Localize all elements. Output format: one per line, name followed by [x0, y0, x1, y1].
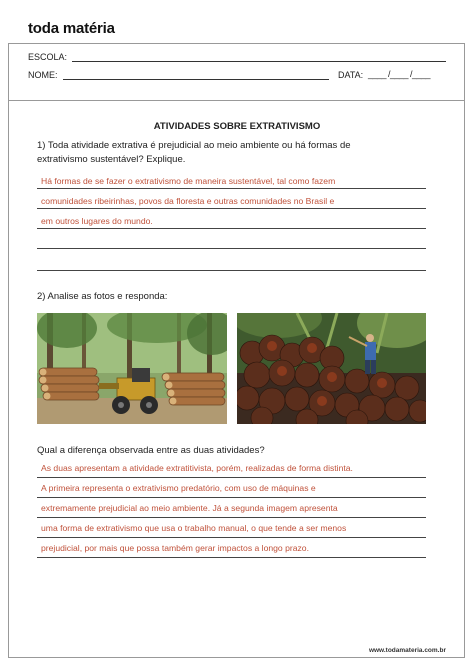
question-1-line-2: extrativismo sustentável? Explique.: [37, 154, 186, 165]
answer-2-line-5: prejudicial, por mais que possa também gerar impactos a longo prazo.: [41, 543, 309, 553]
logging-illustration: [37, 313, 227, 424]
palm-fruit-harvest-photo: [237, 313, 426, 424]
answer-line: [37, 270, 426, 271]
answer-2-line-1: As duas apresentam a atividade extratitivista, porém, realizadas de forma distinta.: [41, 463, 353, 473]
page-title: ATIVIDADES SOBRE EXTRATIVISMO: [153, 121, 321, 132]
answer-2-line-2: A primeira representa o extrativismo predatório, com uso de máquinas e: [41, 483, 316, 493]
question-1-line-1: 1) Toda atividade extrativa é prejudicial ao meio ambiente ou há formas de: [37, 140, 351, 151]
answer-1-line-2: comunidades ribeirinhas, povos da floresta e outras comunidades no Brasil e: [41, 196, 335, 206]
date-field[interactable]: ____ /____ /____: [368, 69, 431, 79]
answer-1-line-1: Há formas de se fazer o extrativismo de maneira sustentável, tal como fazem: [41, 176, 336, 186]
answer-2-line-4: uma forma de extrativismo que usa o trabalho manual, o que tende a ser menos: [41, 523, 347, 533]
answer-line: [37, 248, 426, 249]
name-field-line[interactable]: [63, 79, 329, 80]
answer-line: [37, 188, 426, 189]
answer-line: [37, 208, 426, 209]
answer-line: [37, 228, 426, 229]
palm-fruit-illustration: [237, 313, 426, 424]
footer-url[interactable]: www.todamateria.com.br: [368, 647, 446, 654]
answer-line: [37, 537, 426, 538]
answer-line: [37, 477, 426, 478]
school-field-line[interactable]: [72, 61, 446, 62]
question-2-text: Qual a diferença observada entre as duas atividades?: [37, 445, 265, 456]
answer-line: [37, 517, 426, 518]
question-2-prompt: 2) Analise as fotos e responda:: [37, 291, 168, 302]
answer-2-line-3: extremamente prejudicial ao meio ambiente. Já a segunda imagem apresenta: [41, 503, 338, 513]
header-divider: [8, 100, 465, 101]
logging-photo: [37, 313, 227, 424]
school-label: ESCOLA:: [28, 52, 68, 62]
answer-line: [37, 497, 426, 498]
date-label: DATA:: [338, 70, 364, 80]
answer-1-line-3: em outros lugares do mundo.: [41, 216, 153, 226]
brand-logo: toda matéria: [28, 20, 115, 37]
answer-line: [37, 557, 426, 558]
name-label: NOME:: [28, 70, 58, 80]
